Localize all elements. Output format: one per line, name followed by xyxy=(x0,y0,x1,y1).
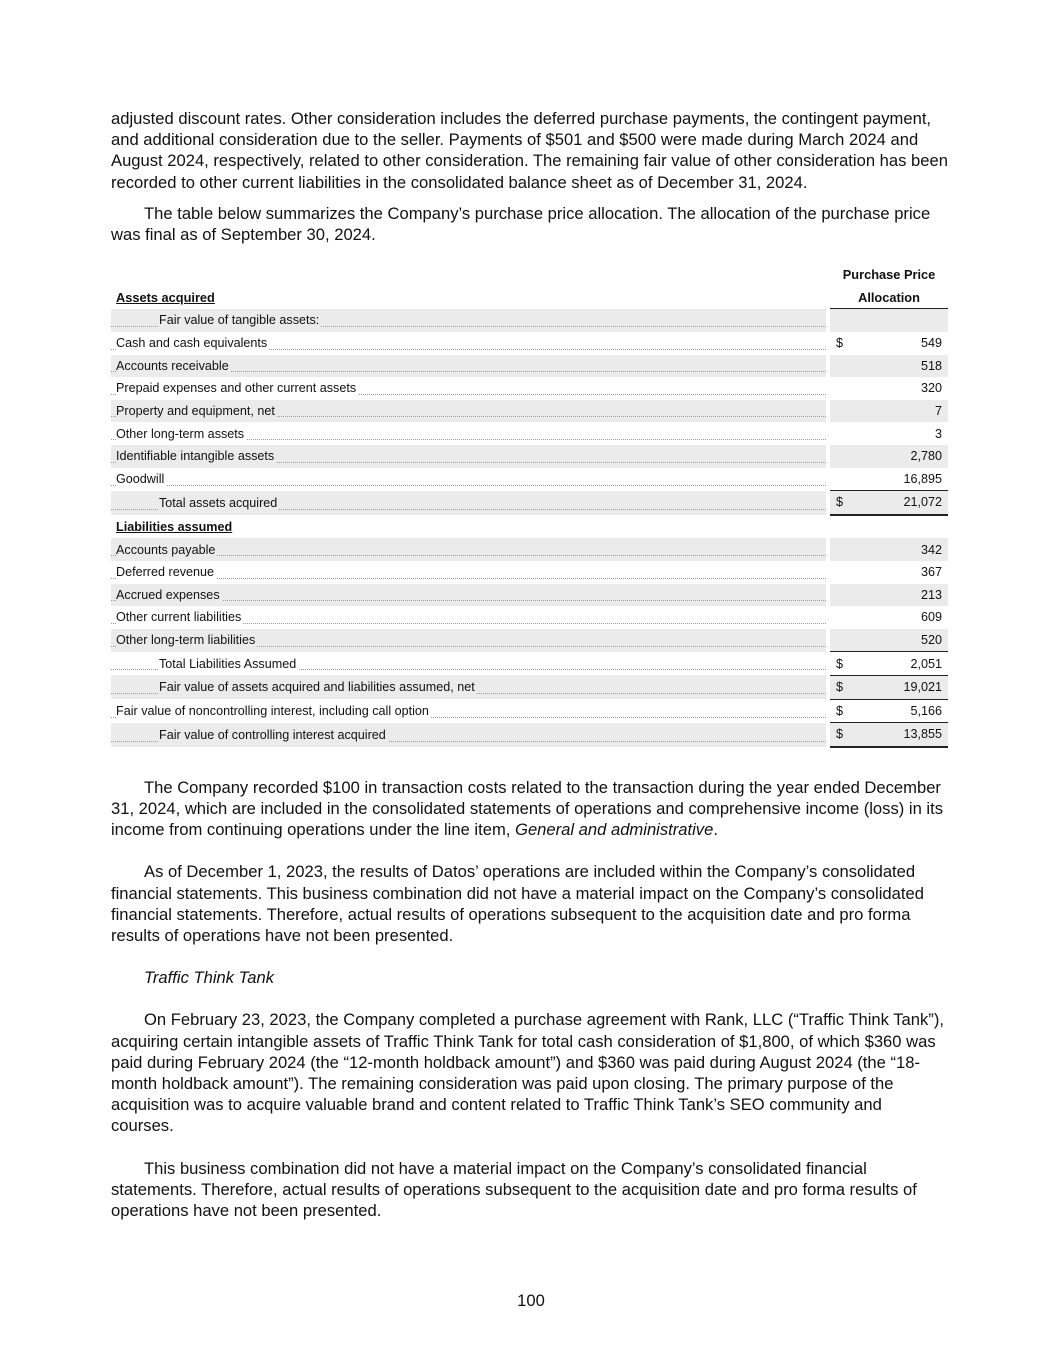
total-row xyxy=(111,491,948,515)
row-value: 5,166 xyxy=(852,699,948,723)
table-row xyxy=(111,377,948,400)
row-value: 518 xyxy=(852,355,948,378)
table-row xyxy=(111,332,948,355)
row-label: Total Liabilities Assumed xyxy=(159,656,297,671)
table-row xyxy=(111,422,948,445)
row-value: 367 xyxy=(921,565,943,580)
document-page xyxy=(111,108,948,1221)
purchase-price-allocation-table xyxy=(111,263,948,747)
row-value: 21,072 xyxy=(852,491,948,515)
row-label: Other long-term liabilities xyxy=(116,633,256,648)
tangible-assets-heading: Fair value of tangible assets: xyxy=(159,313,320,328)
table-row xyxy=(111,355,948,378)
total-row xyxy=(111,652,948,676)
row-value: 342 xyxy=(852,538,948,561)
total-row xyxy=(111,723,948,747)
line-item-name: General and administrative xyxy=(515,820,714,840)
table-row xyxy=(111,584,948,607)
ttt-impact-paragraph: This business combination did not have a material impact on the Company’s consolidated financial statements. Therefore, actual results of operations subsequent to the acquisition date and pro forma results of operations have not been presented. xyxy=(111,1158,917,1220)
row-label: Deferred revenue xyxy=(116,565,215,580)
row-value: 7 xyxy=(852,400,948,423)
table-row xyxy=(111,400,948,423)
row-label: Goodwill xyxy=(116,472,165,487)
row-value: 520 xyxy=(852,629,948,652)
row-value: 2,051 xyxy=(852,652,948,676)
liabilities-assumed-heading: Liabilities assumed xyxy=(116,519,233,534)
row-value: 213 xyxy=(852,584,948,607)
row-value: 549 xyxy=(921,336,943,351)
dollar-sign: $ xyxy=(830,723,852,747)
table-intro-paragraph: The table below summarizes the Company’s purchase price allocation. The allocation of the purchase price was final as of September 30, 2024. xyxy=(111,203,931,245)
row-label: Fair value of controlling interest acquired xyxy=(159,727,386,742)
row-value: 609 xyxy=(921,610,943,625)
table-row xyxy=(111,538,948,561)
dollar-sign: $ xyxy=(836,336,844,351)
transaction-costs-paragraph xyxy=(111,777,948,841)
dollar-sign: $ xyxy=(830,491,852,515)
row-label: Prepaid expenses and other current assets xyxy=(116,381,357,396)
dollar-sign: $ xyxy=(830,652,852,676)
table-row xyxy=(111,468,948,491)
dollar-sign: $ xyxy=(830,675,852,699)
traffic-think-tank-paragraph: On February 23, 2023, the Company completed a purchase agreement with Rank, LLC (“Traffic Think Tank”), acquiring certain intangible assets of Traffic Think Tank for total cash consideration of $1,800, of which $360 was paid during February 2024 (the “12-month holdback amount”) and $360 was paid during August 2024 (the “18-month holdback amount”). The remaining consideration was paid upon closing. The primary purpose of the acquisition was to acquire valuable brand and content related to Traffic Think Tank’s SEO community and courses. xyxy=(111,1010,944,1136)
column-header-line1: Purchase Price xyxy=(842,267,936,283)
page-number: 100 xyxy=(517,1291,545,1310)
row-label: Fair value of assets acquired and liabilities assumed, net xyxy=(159,680,475,695)
row-label: Identifiable intangible assets xyxy=(116,449,275,464)
row-label: Property and equipment, net xyxy=(116,404,275,419)
row-label: Accrued expenses xyxy=(116,587,220,602)
row-label: Other long-term assets xyxy=(116,426,245,441)
assets-acquired-heading: Assets acquired xyxy=(116,289,215,305)
row-value: 19,021 xyxy=(852,675,948,699)
row-label: Fair value of noncontrolling interest, including call option xyxy=(116,703,429,718)
row-label: Accounts receivable xyxy=(116,358,229,373)
row-value: 320 xyxy=(921,381,943,396)
total-row xyxy=(111,675,948,699)
table-row xyxy=(111,699,948,723)
row-label: Total assets acquired xyxy=(159,495,278,510)
traffic-think-tank-heading: Traffic Think Tank xyxy=(144,968,275,988)
row-label: Other current liabilities xyxy=(116,610,242,625)
row-value: 13,855 xyxy=(852,723,948,747)
row-value: 2,780 xyxy=(852,445,948,468)
row-value: 3 xyxy=(935,426,943,441)
dollar-sign: $ xyxy=(830,699,852,723)
row-label: Cash and cash equivalents xyxy=(116,336,268,351)
intro-paragraph: adjusted discount rates. Other consideration includes the deferred purchase payments, the contingent payment, and additional consideration due to the seller. Payments of $501 and $500 were made during March 2024 and August 2024, respectively, related to other consideration. The remaining fair value of other consideration has been recorded to other current liabilities in the consolidated balance sheet as of December 31, 2024. xyxy=(111,109,948,192)
transaction-costs-text: The Company recorded $100 in transaction costs related to the transaction during the year ended December 31, 2024, which are included in the consolidated statements of operations and comprehensive income (loss) in its income from continuing operations under the line item, xyxy=(111,777,944,840)
table-row xyxy=(111,629,948,652)
table-row xyxy=(111,561,948,584)
column-header-line2: Allocation xyxy=(830,286,948,309)
table-row xyxy=(111,606,948,629)
sentence-end: . xyxy=(713,820,718,840)
table-row xyxy=(111,445,948,468)
datos-paragraph: As of December 1, 2023, the results of Datos’ operations are included within the Company’s consolidated financial statements. This business combination did not have a material impact on the Company’s consolidated financial statements. Therefore, actual results of operations subsequent to the acquisition date and pro forma results of operations have not been presented. xyxy=(111,862,924,945)
row-value: 16,895 xyxy=(852,468,948,491)
row-label: Accounts payable xyxy=(116,542,216,557)
